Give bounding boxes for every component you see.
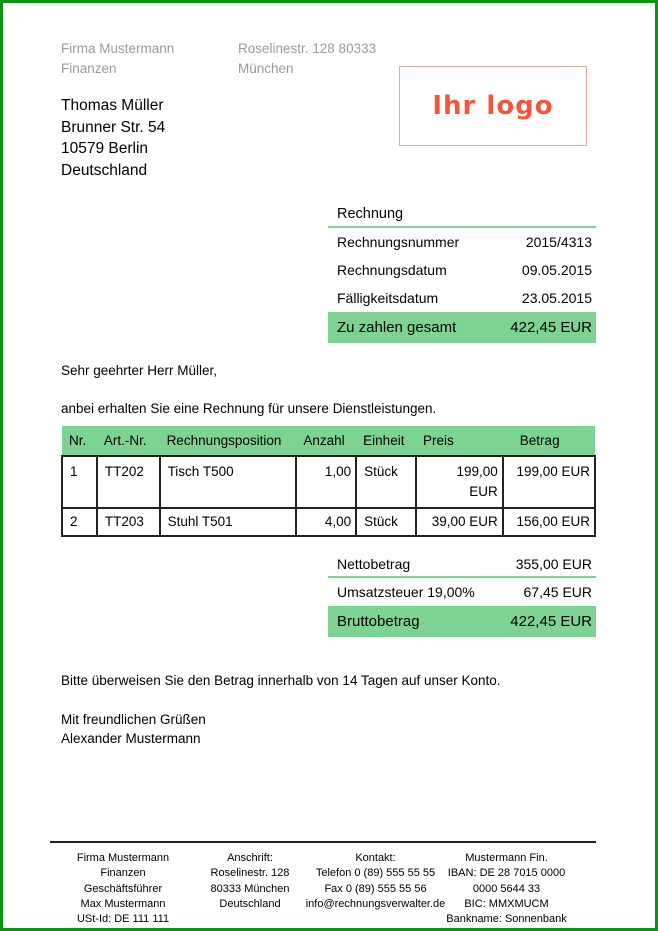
totals-block [328,550,596,637]
meta-label: Rechnungsnummer [337,234,460,250]
salutation: Sehr geehrter Herr Müller, [61,363,218,378]
sender-city: München [238,61,294,76]
gross-label: Bruttobetrag [337,613,420,630]
cell-quantity: 1,00 [296,456,356,508]
meta-row-invoice-number [328,228,596,256]
header-art-nr: Art.-Nr. [97,426,160,456]
footer-line: Roselinestr. 128 [210,867,290,880]
footer-line: Firma Mustermann [76,852,170,864]
meta-row-invoice-date [328,256,596,284]
invoice-title: Rechnung [328,200,596,228]
footer-line: 80333 München [210,882,290,895]
cell-quantity: 4,00 [296,508,356,536]
footer-bank [443,851,570,927]
header-amount: Betrag [503,426,595,456]
footer-line: Max Mustermann [80,897,166,910]
footer-line: Geschäftsführer [83,882,163,895]
footer-line: Bankname: Sonnenbank [446,913,567,926]
meta-total-label: Zu zahlen gesamt [337,319,457,336]
recipient-street: Brunner Str. 54 [61,118,166,136]
cell-art-nr: TT203 [97,508,160,536]
footer-line: Anschrift: [227,852,273,864]
cell-amount: 156,00 EUR [503,508,595,536]
meta-value: 2015/4313 [525,234,592,250]
sender-address-block [238,39,376,79]
header-price: Preis [416,426,503,456]
totals-gross-row [328,606,596,637]
cell-price: 199,00 EUR [416,456,503,508]
net-label: Nettobetrag [337,556,411,572]
meta-total-value: 422,45 EUR [510,319,592,336]
cell-nr: 1 [62,456,97,508]
footer-line: 0000 5644 33 [472,882,541,895]
recipient-address [61,95,165,181]
footer-company [73,851,173,927]
meta-row-due-date [328,284,596,312]
footer-line: Fax 0 (89) 555 55 56 [324,882,427,895]
payment-note: Bitte überweisen Sie den Betrag innerhalb von 14 Tagen auf unser Konto. [61,673,501,688]
meta-row-total-due [328,312,596,343]
cell-nr: 2 [62,508,97,536]
logo-placeholder [399,66,587,146]
tax-label: Umsatzsteuer 19,00% [337,584,475,600]
intro-text: anbei erhalten Sie eine Rechnung für unsere Dienstleistungen. [61,401,437,416]
cell-price: 39,00 EUR [416,508,503,536]
cell-art-nr: TT202 [97,456,160,508]
cell-position: Stuhl T501 [160,508,297,536]
meta-value: 23.05.2015 [521,290,592,306]
net-value: 355,00 EUR [515,556,592,572]
cell-amount: 199,00 EUR [503,456,595,508]
cell-unit: Stück [356,456,416,508]
footer-line: IBAN: DE 28 7015 0000 [447,867,566,880]
recipient-country: Deutschland [61,161,148,179]
cell-unit: Stück [356,508,416,536]
table-row [62,508,595,536]
sender-street: Roselinestr. 128 80333 [238,41,377,56]
sender-company: Firma Mustermann [61,41,175,56]
signature-name: Alexander Mustermann [61,731,201,746]
sender-company-block [61,39,174,79]
header-nr: Nr. [62,426,97,456]
footer-line: BIC: MMXMUCM [464,897,549,910]
table-header-row [62,426,595,456]
recipient-name: Thomas Müller [61,97,164,114]
sender-department: Finanzen [61,61,117,76]
closing-phrase: Mit freundlichen Grüßen [61,712,206,727]
footer-contact [303,851,448,912]
invoice-meta [328,200,596,343]
header-position: Rechnungsposition [160,426,297,456]
totals-net-row [328,550,596,578]
footer-line: Telefon 0 (89) 555 55 55 [315,867,436,880]
recipient-zip-city: 10579 Berlin [61,140,149,157]
footer-email-link[interactable]: info@rechnungsverwalter.de [305,897,446,910]
table-row [62,456,595,508]
tax-value: 67,45 EUR [523,584,592,600]
footer-divider [50,841,596,843]
footer-line: Mustermann Fin. [465,852,548,864]
meta-value: 09.05.2015 [521,262,592,278]
header-quantity: Anzahl [296,426,356,456]
totals-tax-row [328,578,596,606]
header-unit: Einheit [356,426,416,456]
footer-address [205,851,295,912]
cell-position: Tisch T500 [160,456,297,508]
logo-text: Ihr logo [432,91,554,121]
gross-value: 422,45 EUR [510,613,592,630]
footer-line: Deutschland [219,897,281,910]
footer-line: Finanzen [100,867,146,880]
meta-label: Fälligkeitsdatum [337,290,439,306]
footer-line: USt-Id: DE 111 111 [76,913,170,926]
items-table [61,426,596,537]
footer-line: Kontakt: [355,852,396,864]
meta-label: Rechnungsdatum [337,262,447,278]
